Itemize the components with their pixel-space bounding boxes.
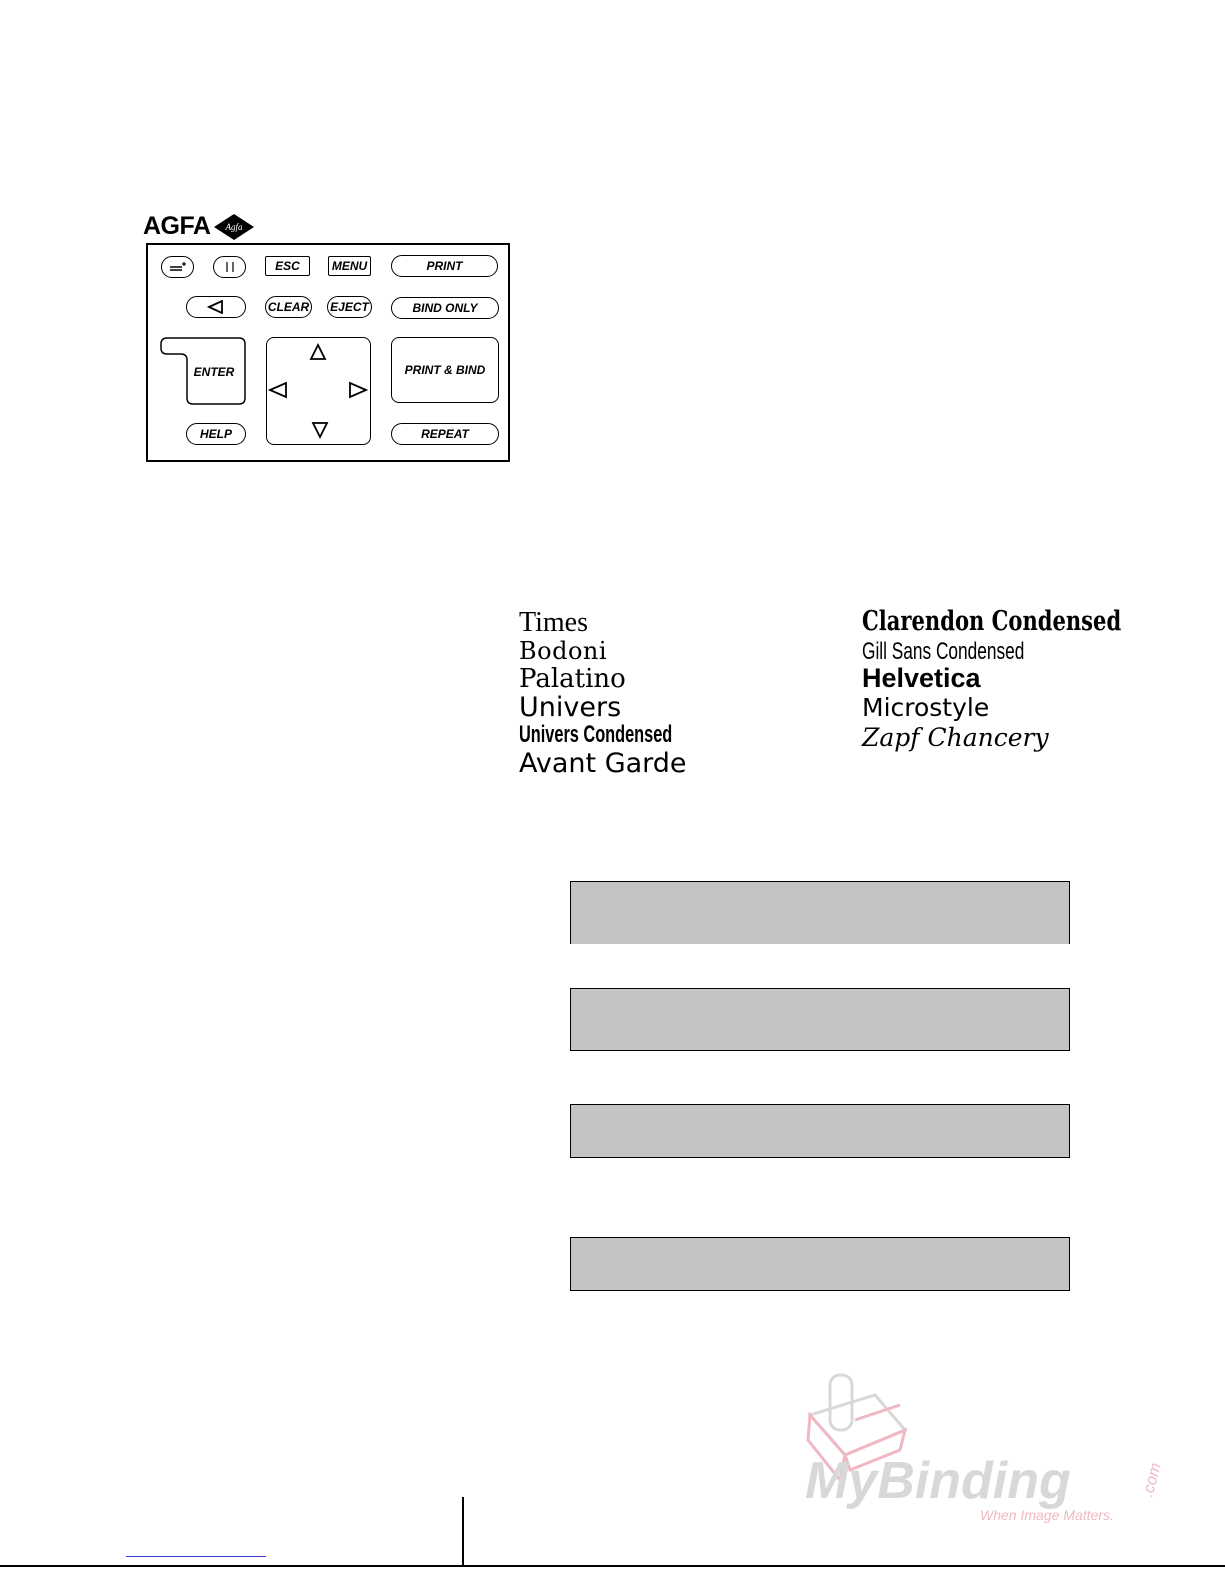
watermark-tagline: When Image Matters.: [980, 1507, 1114, 1523]
font-sample-palatino: Palatino: [519, 664, 626, 694]
print-and-bind-button[interactable]: PRINT & BIND: [391, 337, 499, 403]
print-button[interactable]: PRINT: [391, 255, 498, 277]
font-sample-univers: Univers: [519, 692, 622, 723]
display-box: [570, 1237, 1070, 1291]
back-button[interactable]: [186, 296, 246, 318]
menu-button[interactable]: MENU: [328, 256, 371, 276]
esc-button[interactable]: ESC: [265, 256, 310, 276]
font-sample-times: Times: [519, 607, 589, 638]
font-sample-avant-garde: Avant Garde: [519, 748, 687, 779]
mybinding-watermark: [800, 1370, 1180, 1530]
font-sample-clarendon-condensed: Clarendon Condensed: [862, 606, 1122, 637]
down-arrow-button[interactable]: [313, 423, 327, 437]
watermark-brand: MyBinding: [805, 1452, 1071, 1510]
up-arrow-icon: [311, 345, 325, 359]
bind-only-button[interactable]: BIND ONLY: [391, 297, 499, 319]
enter-button[interactable]: [159, 336, 249, 406]
help-button[interactable]: HELP: [186, 423, 246, 445]
left-arrow-button[interactable]: [270, 383, 286, 397]
power-button[interactable]: [213, 256, 246, 278]
font-sample-microstyle: Microstyle: [862, 693, 990, 722]
font-sample-helvetica: Helvetica: [862, 663, 981, 693]
enter-label: ENTER: [193, 365, 235, 379]
footer-divider: [462, 1497, 464, 1567]
left-arrow-icon: [270, 383, 286, 397]
down-arrow-icon: [313, 423, 327, 437]
footer-rule: [0, 1565, 1225, 1567]
eject-button[interactable]: EJECT: [327, 296, 372, 318]
right-arrow-icon: [350, 383, 366, 397]
right-arrow-button[interactable]: [350, 383, 366, 397]
watermark-suffix: .com: [1139, 1461, 1165, 1500]
footer-link-underline: [126, 1556, 266, 1557]
agfa-badge-text: Agfa: [225, 222, 243, 232]
display-box: [570, 881, 1070, 944]
font-sample-bodoni: Bodoni: [519, 637, 608, 665]
power-icon: [223, 261, 237, 273]
font-sample-gill-sans-condensed: Gill Sans Condensed: [862, 638, 1025, 665]
agfa-logo-text: AGFA: [143, 212, 211, 240]
control-panel: [146, 243, 510, 462]
clear-button[interactable]: CLEAR: [265, 296, 312, 318]
up-arrow-button[interactable]: [311, 345, 325, 359]
display-box: [570, 988, 1070, 1051]
paper-feed-icon: [168, 261, 188, 273]
agfa-diamond-logo: [213, 213, 255, 241]
left-arrow-icon: [206, 300, 226, 314]
display-box: [570, 1104, 1070, 1158]
font-sample-univers-condensed: Univers Condensed: [519, 721, 673, 748]
repeat-button[interactable]: REPEAT: [391, 423, 499, 445]
paper-feed-button[interactable]: [161, 256, 194, 278]
font-sample-zapf-chancery: Zapf Chancery: [862, 723, 1049, 752]
arrow-pad: [266, 337, 371, 445]
